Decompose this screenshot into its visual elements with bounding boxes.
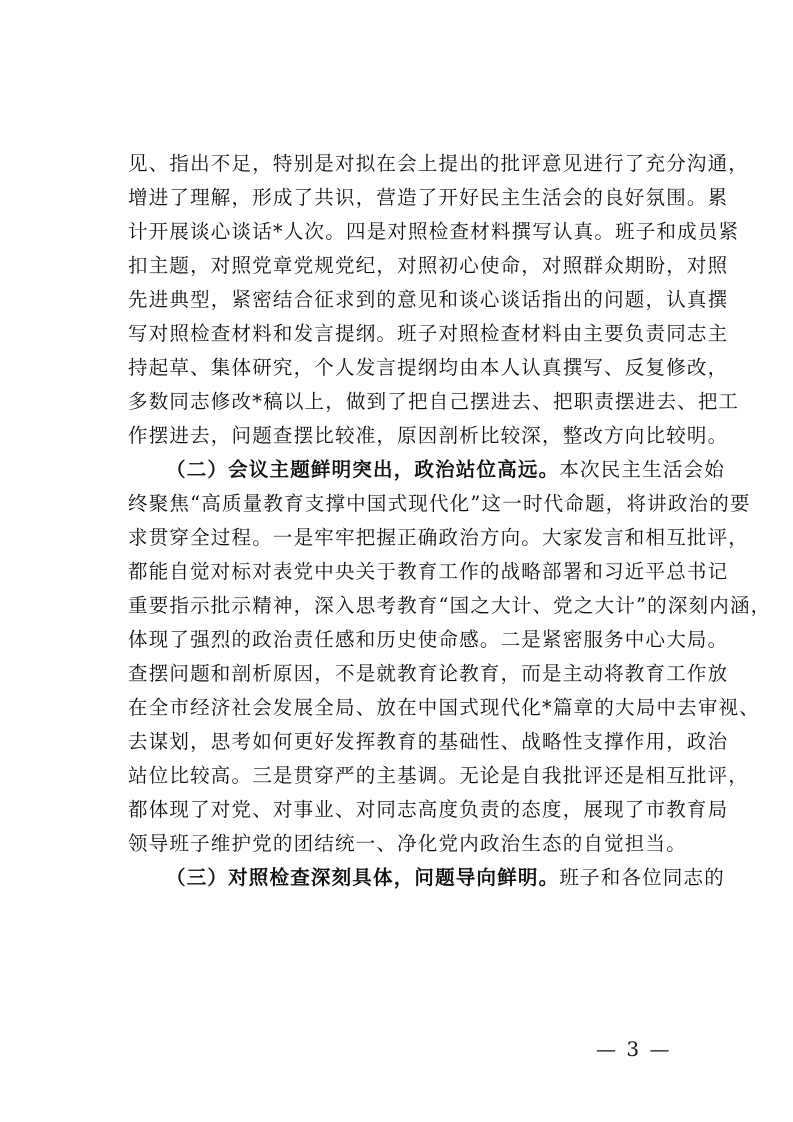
section-2-first-line-text: 本次民主生活会始 <box>559 458 725 481</box>
text-line: 先进典型，紧密结合征求到的意见和谈心谈话指出的问题，认真撰 <box>128 288 729 311</box>
text-line: 扣主题，对照党章党规党纪，对照初心使命，对照群众期盼，对照 <box>128 254 729 277</box>
text-line: 计开展谈心谈话*人次。四是对照检查材料撰写认真。班子和成员紧 <box>128 220 740 243</box>
text-line: 都能自觉对标对表党中央关于教育工作的战略部署和习近平总书记 <box>128 560 729 583</box>
text-line: 查摆问题和剖析原因，不是就教育论教育，而是主动将教育工作放 <box>128 662 729 685</box>
text-line: 去谋划，思考如何更好发挥教育的基础性、战略性支撑作用，政治 <box>128 730 729 753</box>
text-line: 体现了强烈的政治责任感和历史使命感。二是紧密服务中心大局。 <box>128 628 729 651</box>
section-3-first-line-text: 班子和各位同志的 <box>559 866 725 889</box>
page-number: — 3 — <box>596 1037 672 1061</box>
text-line: 增进了理解，形成了共识，营造了开好民主生活会的良好氛围。累 <box>128 186 729 209</box>
section-3-first-line <box>128 861 725 895</box>
section-2-heading: （二）会议主题鲜明突出，政治站位高远。 <box>166 458 560 481</box>
text-line: 写对照检查材料和发言提纲。班子对照检查材料由主要负责同志主 <box>128 322 729 345</box>
text-line: 求贯穿全过程。一是牢牢把握正确政治方向。大家发言和相互批评， <box>128 526 750 549</box>
section-3-heading: （三）对照检查深刻具体，问题导向鲜明。 <box>166 866 560 889</box>
text-line: 见、指出不足，特别是对拟在会上提出的批评意见进行了充分沟通， <box>128 152 750 175</box>
text-line: 都体现了对党、对事业、对同志高度负责的态度，展现了市教育局 <box>128 798 729 821</box>
text-line: 领导班子维护党的团结统一、净化党内政治生态的自觉担当。 <box>128 832 687 855</box>
text-line: 终聚焦“高质量教育支撑中国式现代化”这一时代命题，将讲政治的要 <box>128 492 751 515</box>
text-line: 在全市经济社会发展全局、放在中国式现代化*篇章的大局中去审视、 <box>128 696 760 719</box>
text-line: 重要指示批示精神，深入思考教育“国之大计、党之大计”的深刻内涵， <box>128 594 772 617</box>
section-2-first-line <box>128 453 725 487</box>
text-line: 作摆进去，问题查摆比较准，原因剖析比较深，整改方向比较明。 <box>128 424 729 447</box>
body-text <box>128 147 772 895</box>
text-line: 站位比较高。三是贯穿严的主基调。无论是自我批评还是相互批评， <box>128 764 750 787</box>
text-line: 多数同志修改*稿以上，做到了把自己摆进去、把职责摆进去、把工 <box>128 390 740 413</box>
text-line: 持起草、集体研究，个人发言提纲均由本人认真撰写、反复修改， <box>128 356 729 379</box>
